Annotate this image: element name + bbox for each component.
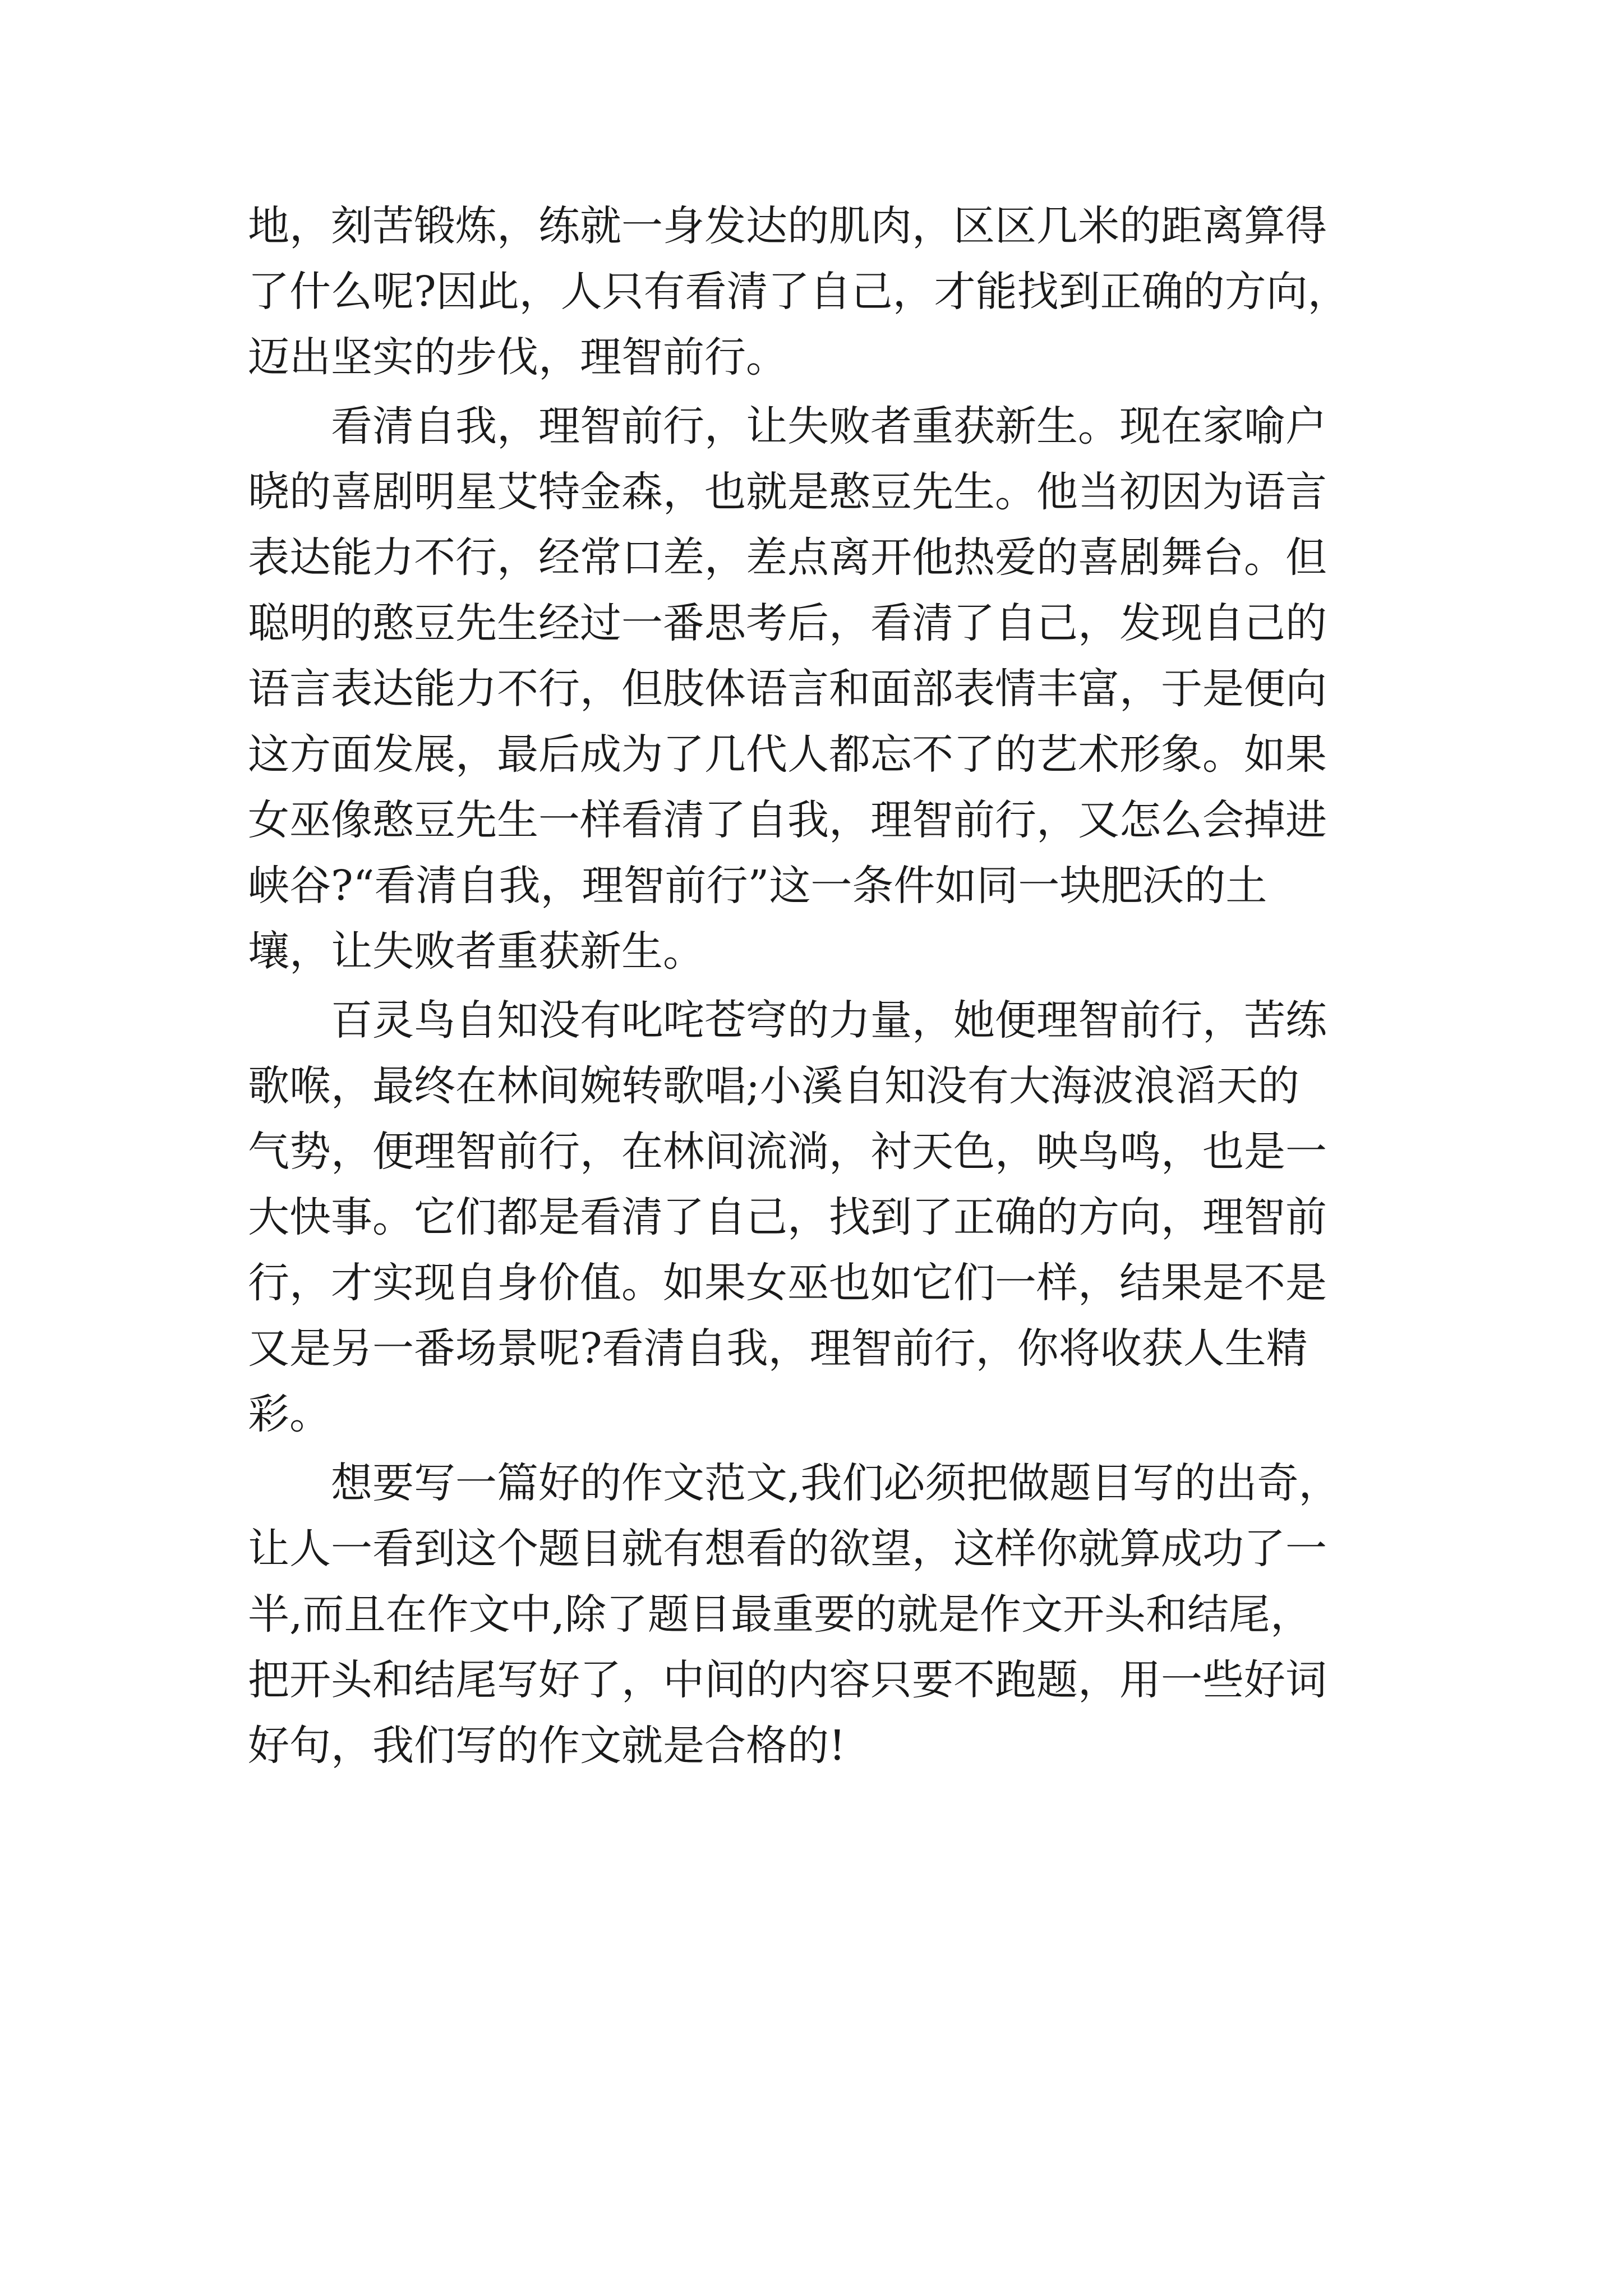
text-line: 让人一看到这个题目就有想看的欲望，这样你就算成功了一 bbox=[248, 1525, 1327, 1573]
text-line: 想要写一篇好的作文范文,我们必须把做题目写的出奇， bbox=[248, 1459, 1340, 1507]
paragraph-2 bbox=[248, 394, 1392, 984]
text-line: 行，才实现自身价值。如果女巫也如它们一样，结果是不是 bbox=[248, 1259, 1327, 1307]
text-line: 又是另一番场景呢?看清自我，理智前行，你将收获人生精 bbox=[248, 1324, 1308, 1373]
text-line: 语言表达能力不行，但肢体语言和面部表情丰富，于是便向 bbox=[248, 665, 1327, 713]
text-line: 好句，我们写的作文就是合格的! bbox=[248, 1722, 846, 1770]
text-line: 女巫像憨豆先生一样看清了自我，理智前行，又怎么会掉进 bbox=[248, 796, 1327, 844]
text-line: 壤，让失败者重获新生。 bbox=[248, 927, 704, 976]
text-line: 了什么呢?因此，人只有看清了自己，才能找到正确的方向， bbox=[248, 268, 1349, 316]
paragraph-1 bbox=[248, 194, 1392, 390]
text-line: 大快事。它们都是看清了自己，找到了正确的方向，理智前 bbox=[248, 1193, 1327, 1241]
text-line: 半,而且在作文中,除了题目最重要的就是作文开头和结尾， bbox=[248, 1590, 1312, 1639]
text-line: 晓的喜剧明星艾特金森，也就是憨豆先生。他当初因为语言 bbox=[248, 468, 1327, 516]
text-line: 百灵鸟自知没有叱咤苍穹的力量，她便理智前行，苦练 bbox=[248, 996, 1327, 1045]
text-line: 歌喉，最终在林间婉转歌唱;小溪自知没有大海波浪滔天的 bbox=[248, 1062, 1299, 1110]
text-line: 气势，便理智前行，在林间流淌，衬天色，映鸟鸣，也是一 bbox=[248, 1128, 1327, 1176]
text-line: 彩。 bbox=[248, 1390, 331, 1438]
paragraph-3 bbox=[248, 988, 1392, 1447]
text-line: 迈出坚实的步伐，理智前行。 bbox=[248, 333, 787, 381]
text-line: 把开头和结尾写好了，中间的内容只要不跑题，用一些好词 bbox=[248, 1656, 1327, 1704]
text-line: 表达能力不行，经常口差，差点离开他热爱的喜剧舞台。但 bbox=[248, 533, 1327, 582]
text-line: 峡谷?“看清自我，理智前行”这一条件如同一块肥沃的土 bbox=[248, 862, 1267, 910]
text-line: 这方面发展，最后成为了几代人都忘不了的艺术形象。如果 bbox=[248, 730, 1327, 779]
essay-body bbox=[248, 194, 1392, 1779]
text-line: 看清自我，理智前行，让失败者重获新生。现在家喻户 bbox=[248, 402, 1327, 450]
text-line: 地，刻苦锻炼，练就一身发达的肌肉，区区几米的距离算得 bbox=[248, 202, 1327, 250]
text-line: 聪明的憨豆先生经过一番思考后，看清了自己，发现自己的 bbox=[248, 599, 1327, 647]
paragraph-4 bbox=[248, 1451, 1392, 1779]
